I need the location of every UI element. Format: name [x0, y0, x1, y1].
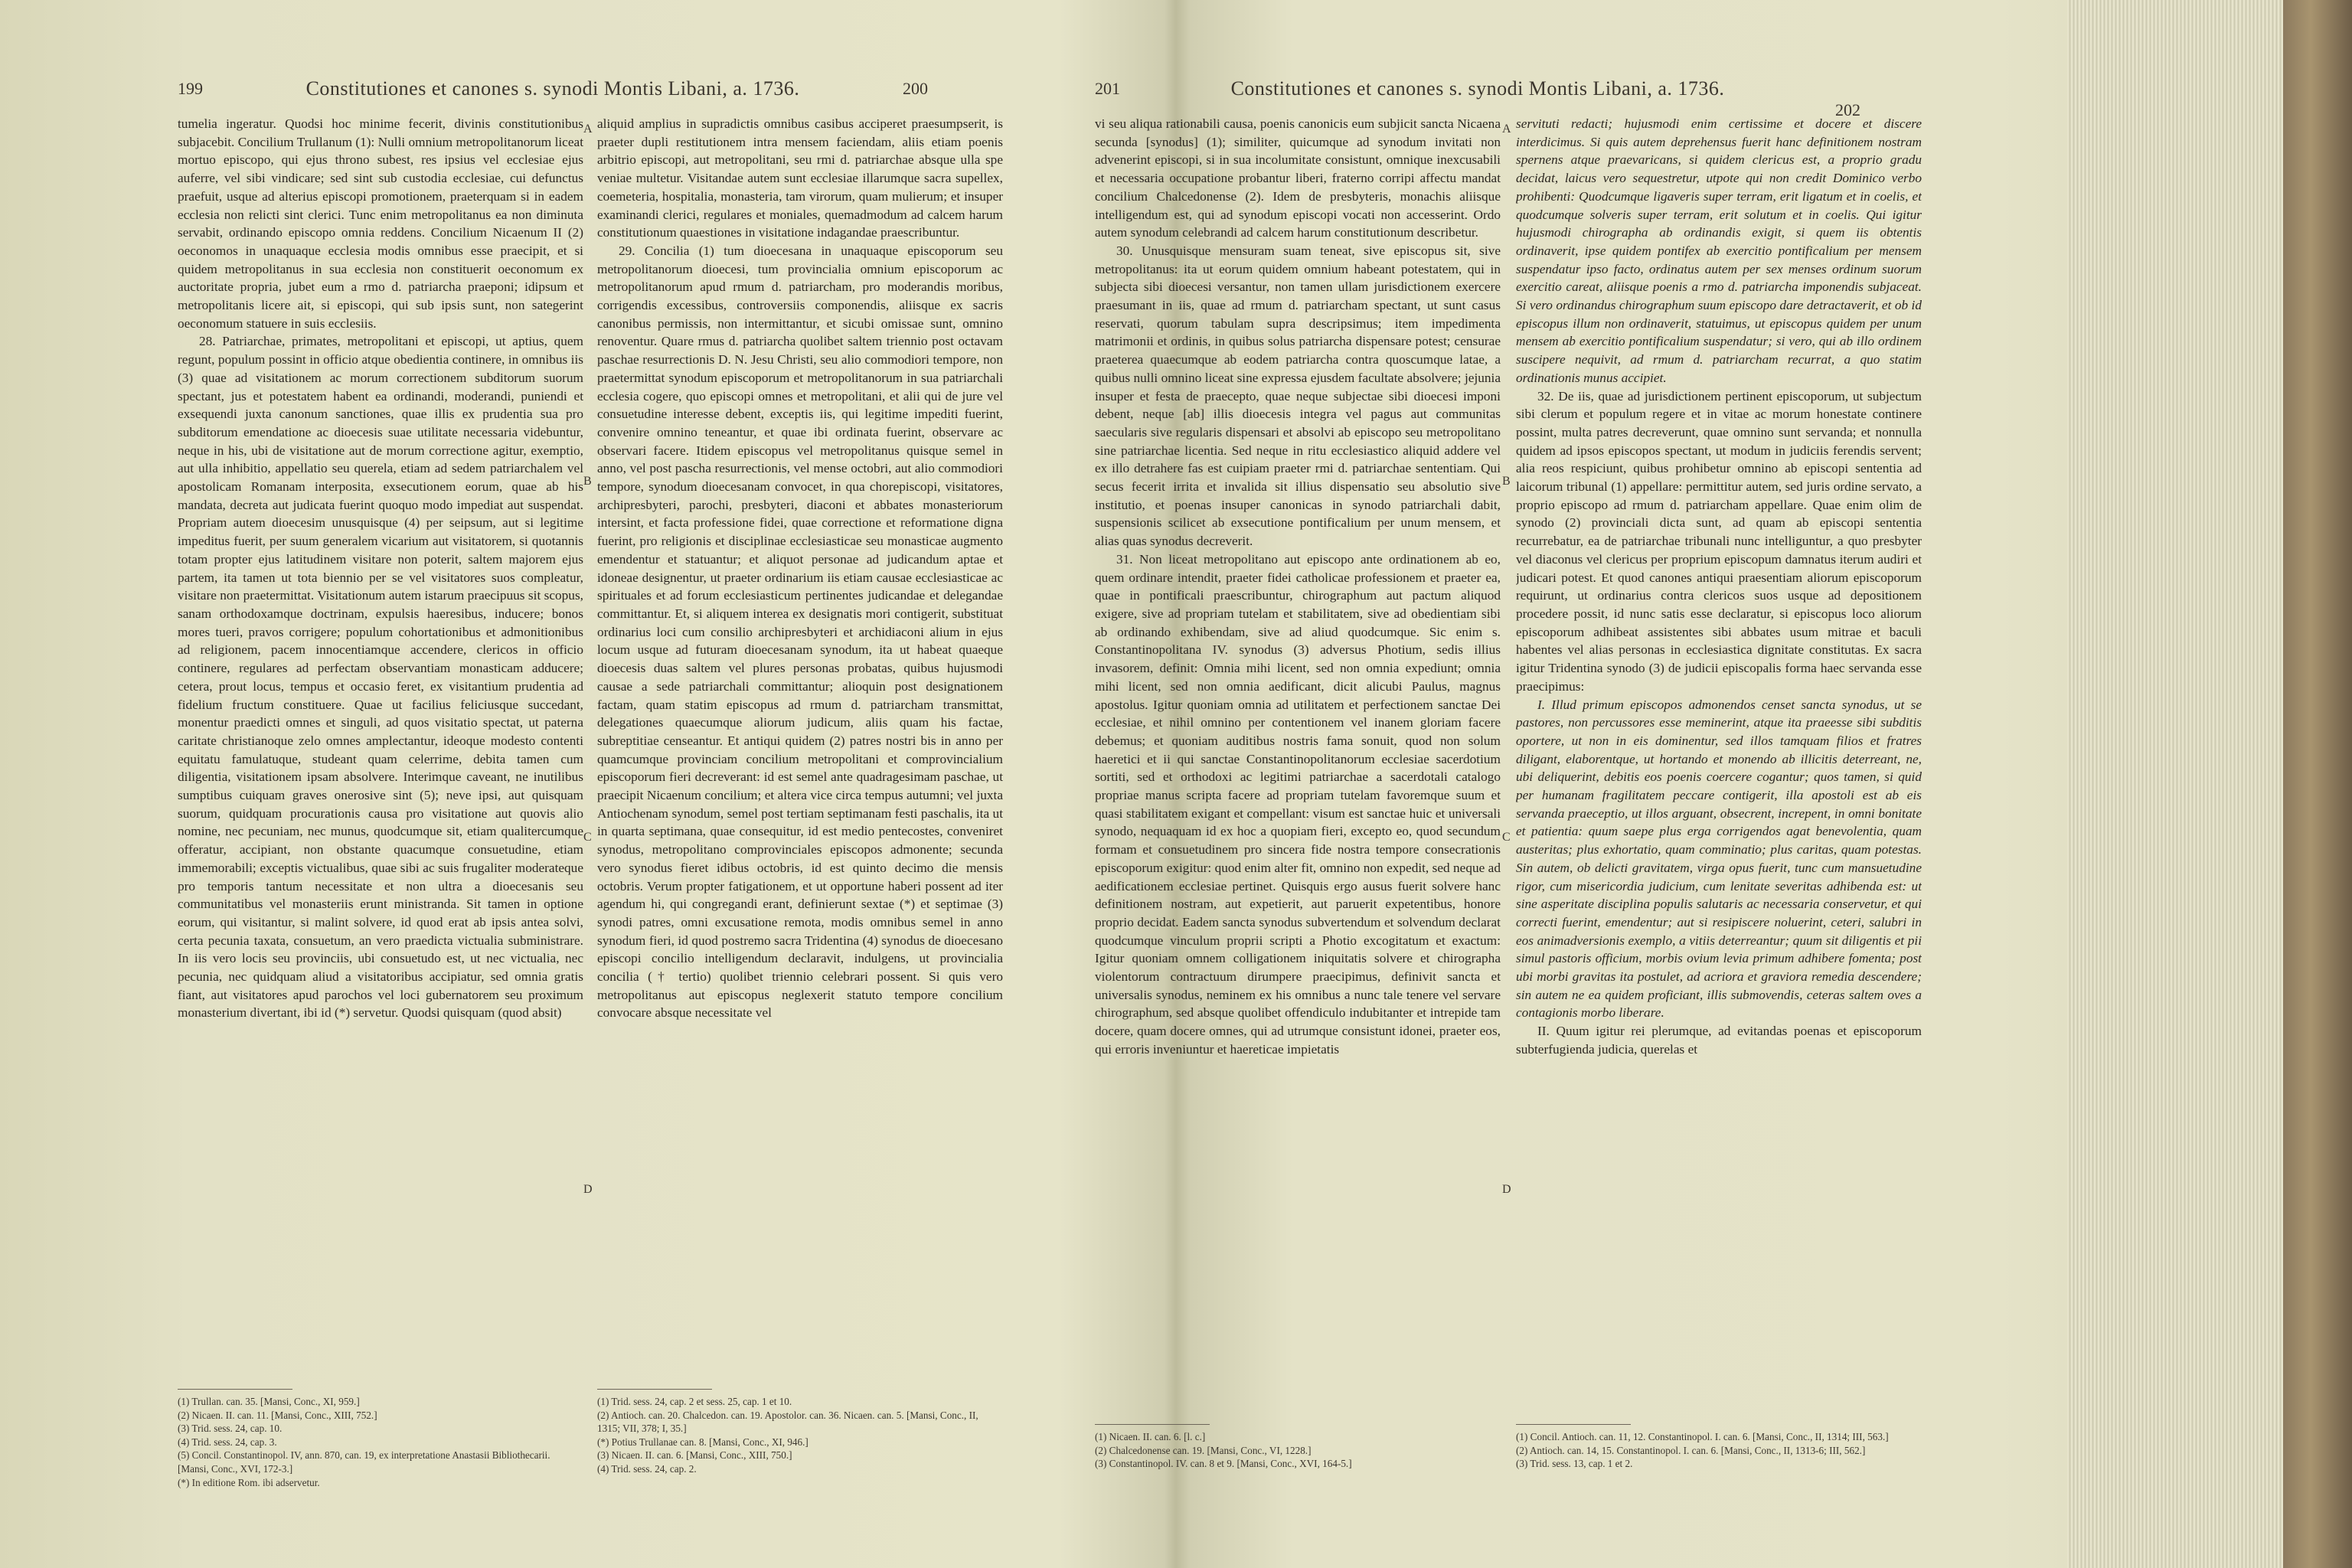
paragraph: I. Illud primum episcopos admonendos censet sancta synodus, ut se pastores, non percussores esse meminerint, atque ita praeesse sibi subditis oportere, ut non in eis dominentur, sed illos tamquam filios et fratres diligant, elaborentque, ut hortando et monendo ab illicitis deterreant, ne, ubi deliquerint, debitis eos poenis coercere cogantur; quos tamen, si quid per humanam fragilitatem peccare contigerit, illa apostoli est ab eis servanda praeceptio, ut illos arguant, obsecrent, increpent, in omni bonitate et patientia: quum saepe plus erga corrigendos agat benevolentia, quam austeritas; plus exhortatio, quam comminatio; plus caritas, quam potestas. Sin autem, ob delicti gravitatem, virga opus fuerit, tunc cum mansuetudine rigor, cum misericordia judicium, cum lenitate severitas adhibenda est: ut sine asperitate disciplina populis salutaris ac necessaria conservetur, et qui correcti fuerint, emendentur; aut si resipiscere noluerint, ceteri, salubri in eos animadversionis exemplo, a vitiis deterreantur; quum sit diligentis et pii simul pastoris officium, morbis ovium levia primum adhibere fomenta; post ubi morbi gravitas ita postulet, ad acriora et graviora remedia descendere; sin autem ne ea quidem proficiant, illis submovendis, ceteras saltem oves a contagionis morbo liberare.	[1516, 697, 1922, 1021]
footnotes-left	[178, 1395, 583, 1489]
footnote-rule	[178, 1389, 292, 1390]
left-page-header	[178, 74, 928, 104]
paragraph: aliquid amplius in supradictis omnibus casibus acciperet praesumpserit, is praeter dupli restitutionem intra mensem faciendam, aliis etiam poenis arbitrio episcopi, aut metropolitani, seu rmi d. patriarchae absque ulla spe veniae multetur. Visitandae autem sunt ecclesiae illarumque sacra supellex, coemeteria, hospitalia, monasteria, tam virorum, quam mulierum; et insuper examinandi clerici, regulares et moniales, quemadmodum ad calcem harum constitutionum quaestiones in visitatione indagandae praescribuntur.	[597, 116, 1003, 240]
footnote: (3) Trid. sess. 13, cap. 1 et 2.	[1516, 1458, 1633, 1470]
footnote: (1) Concil. Antioch. can. 11, 12. Constantinopol. I. can. 6. [Mansi, Conc., II, 1314; III, 563.]	[1516, 1431, 1889, 1442]
footnote-rule	[1095, 1424, 1210, 1425]
paragraph: 30. Unusquisque mensuram suam teneat, sive episcopus sit, sive metropolitanus: ita ut eorum quidem omnium habeant potestatem, qui in subjecta sibi dioecesi versantur, non tamen ullam jurisdictionem exercere praesumant in iis, quae ad rmum d. patriarcham spectant, ut sunt casus reservati, quorum tabulam supra descripsimus; item impedimenta matrimonii et ordinis, in quibus solus patriarcha dispensare potest; censurae praeterea quaecumque ab eodem patriarcha contra quoscumque latae, a quibus nulli omnino liceat sine expressa ejusdem facultate absolvere; jejunia insuper et festa de praecepto, quae neque subjectae sibi dioecesi imponi debent, neque [ab] illis dioecesis integra vel pagus aut communitas saecularis sive regularis dispensari et absolvi ab episcopo seu metropolitano sine patriarchae licentia. Sed neque in ritu ecclesiastico aliquid addere vel ex illo detrahere fas est cuipiam praeter rmi d. patriarchae sententiam. Qui secus fecerit irrita et invalida sit illius dispensatio seu absolutio sive institutio, et poenas insuper canonicas in synodo patriarchali dabit, suspensionis scilicet ab exsecutione pontificalium per unum mensem, et alias quas synodus decreverit.	[1095, 243, 1501, 549]
paragraph: 31. Non liceat metropolitano aut episcopo ante ordinationem ab eo, quem ordinare intendit, praeter fidei catholicae professionem et praeter ea, quae in pontificali praescribuntur, chirographum aut pactum aliquod exigere, sive ad propriam tutelam et stabilitatem, sive ad obedientiam sibi ab ordinando exhibendam, sive ad aliud quodcumque. Sic enim s. Constantinopolitana IV. synodus (3) adversus Photium, sedis illius invasorem, definit: Omnia mihi licent, sed non omnia expediunt; omnia mihi licent, sed non omnia aedificant, dicit alicubi Paulus, magnus apostolus. Igitur quoniam omnia ad utilitatem et perfectionem sanctae Dei ecclesiae, et nihil omnino per contentionem vel inanem gloriam facere debemus; et quoniam auditibus nostris fama sonuit, quod non solum haeretici et ii qui sanctae Constantinopolitanorum ecclesiae sacerdotium sortiti, sed et orthodoxi ac legitimi patriarchae a sacerdotali catalogo propriae manus scripta facere ad propriam tutelam favoremque suum et quasi stabilitatem exigant et compellant: visum est sanctae huic et universali synodo, nequaquam id ex hoc a quopiam fieri, excepto eo, quod secundum formam et consuetudinem pro sincera fide nostra tempore consecrationis episcoporum exigitur: quod enim alter fit, omnino non expedit, sed neque ad aedificationem ecclesiae pertinet. Quisquis ergo ausus fuerit solvere hanc definitionem nostram, aut expetierit, aut paruerit expetentibus, honore proprio decidat. Eadem sancta synodus subvertendum et solvendum declarat quodcumque vinculum proprii scripti a Photio excogitatum et exactum: Igitur quoniam omnem colligationem iniquitatis solvere et chirographa violentorum contractuum dirumpere praecipimus, definivit sancta et universalis synodus, neminem ex his omnibus a nunc tale tenere vel servare chirographum, sed absque quolibet offendiculo indubitanter et intrepide tam docere, quam docere omnes, qui ad utrumque consistunt idonei, praeter eos, qui erroris inveniuntur et haereticae impietatis	[1095, 551, 1501, 1057]
footnote-rule	[1516, 1424, 1631, 1425]
page-number: 201	[1095, 79, 1120, 98]
footnote: (2) Antioch. can. 14, 15. Constantinopol. I. can. 6. [Mansi, Conc., II, 1313-6; III, 562.]	[1516, 1444, 1866, 1456]
running-head: Constitutiones et canones s. synodi Montis Libani, a. 1736.	[305, 77, 800, 100]
footnotes-right	[597, 1395, 1003, 1476]
footnote: (1) Trullan. can. 35. [Mansi, Conc., XI, 959.]	[178, 1396, 360, 1407]
footnote: (3) Constantinopol. IV. can. 8 et 9. [Mansi, Conc., XVI, 164-5.]	[1095, 1458, 1352, 1470]
margin-letter: D	[1502, 1183, 1511, 1196]
paragraph: servituti redacti; hujusmodi enim certissime et docere et discere interdicimus. Si quis autem deprehensus fuerit hanc definitionem nostram spernens atque praevaricans, si quidem clericus est, a proprio gradu decidat, laicus vero sequestretur, utpote qui non credit Dominico verbo prohibenti: Quodcumque ligaveris super terram, erit ligatum et in coelis, et quodcumque solveris super terram, erit solutum et in coelis. Qui igitur hujusmodi chirographa ab ordinandis exigit, si quem iis obtentis ordinaverit, ipse quidem pontifex ab exercitio pontificalium per mensem suspendatur ipso facto, ordinatus autem per sex menses ordinum suorum exercitio careat, aliisque poenis a rmo d. patriarcha imponendis subjaceat. Si vero ordinandus chirographum suum episcopo dare detractaverit, et ob id episcopus illum non ordinaverit, statuimus, ut episcopus quidem per unum mensem ab exercitio pontificalium suspendatur; si vero, qui ab illo ordinem suscipere nequivit, ad rmum d. patriarcham recurrat, a quo statim ordinationis munus accipiet.	[1516, 116, 1922, 385]
right-page-header	[1095, 74, 1860, 119]
footnote-rule	[597, 1389, 712, 1390]
margin-letter: B	[583, 475, 592, 488]
footnote: (2) Nicaen. II. can. 11. [Mansi, Conc., XIII, 752.]	[178, 1409, 377, 1421]
page-number: 202	[1835, 100, 1860, 119]
footnote: (5) Concil. Constantinopol. IV, ann. 870, can. 19, ex interpretatione Anastasii Bibliothecarii. [Mansi, Conc., XVI, 172-3.]	[178, 1449, 550, 1475]
text-column-right	[1516, 115, 1922, 1386]
page-number: 199	[178, 79, 203, 98]
paragraph: 29. Concilia (1) tum dioecesana in unaquaque episcoporum seu metropolitanorum dioecesi, tum provincialia omnium episcoporum ac metropolitanorum apud rmum d. patriarcham, pro moderandis moribus, corrigendis excessibus, controversiis componendis, aliisque ex sacris canonibus permissis, non intermittantur, et sicubi omissae sunt, omnino renoventur. Quare rmus d. patriarcha quolibet saltem triennio post octavam paschae resurrectionis D. N. Jesu Christi, seu alio commodiori tempore, non praetermittat synodum episcoporum et metropolitanorum in sua patriarchali ecclesia cogere, quo episcopi omnes et metropolitani, et alii qui de jure vel consuetudine interesse debent, exceptis iis, qui legitime impediti fuerint, convenire omnino teneantur, et quae ibi ordinata fuerint, observare ac observari facere. Itidem episcopus vel metropolitanus quisque semel in anno, vel post pascha resurrectionis, vel mense octobri, aut alio commodiori tempore, synodum dioecesanam convocet, in qua chorepiscopi, visitatores, archipresbyteri, parochi, presbyteri, diaconi et abbates monasteriorum intersint, et facta professione fidei, quae correctione et reformatione digna fuerint, pro religionis et disciplinae ecclesiasticae seu monasticae augmento emendentur et statuantur; et aliquot personae ad judicandum aptae et idoneae designentur, ut praeter ordinarium iis etiam causae ecclesiasticae ac spirituales et ad forum ecclesiasticum pertinentes judicandae et delegandae committantur. Et, si aliquem interea ex designatis mori contigerit, substituat ordinarius loci cum consilio archipresbyteri et archidiaconi alium in ejus locum usque ad futuram dioecesanam synodum, ita ut habeat quaeque dioecesis duas saltem vel plures personas probatas, quibus hujusmodi causae a sede patriarchali committantur; alioquin post designationem factam, quam statim episcopus ad rmum d. patriarcham transmittat, delegationes quaecumque aliorum judicum, aliis quam his factae, subreptitiae censeantur. Et antiqui quidem (2) patres nostri bis in anno per quamcumque provinciam concilium metropolitani et comprovincialium episcoporum fieri decreverant: id est semel ante quadragesimam paschae, ut praecipit Nicaenum concilium; et altera vice circa tempus autumni; vel juxta Antiochenam synodum, semel post tertiam septimanam festi paschalis, ita ut in quarta septimana, quae consequitur, id est medio pentecostes, conveniret synodus, metropolitano comprovinciales episcopos admonente; secunda vero synodus fieret idibus octobris, id est quinto decimo die mensis octobris. Verum propter fatigationem, et ut opportune haberi possent ad iter agendum hi, qui congregandi erant, definierunt sextae (*) et septimae (3) synodi patres, omni excusatione remota, modis omnibus semel in anno synodum fieri, id quod postremo sacra Tridentina (4) synodus de dioecesano episcopi concilio intelligendum declaravit, indulgens, ut provincialia concilia († tertio) quolibet triennio celebrari possent. Si quis vero metropolitanus aut episcopus neglexerit statuto tempore concilium convocare absque necessitate vel	[597, 243, 1003, 1021]
page-number: 200	[903, 79, 928, 98]
footnote: (1) Trid. sess. 24, cap. 2 et sess. 25, cap. 1 et 10.	[597, 1396, 792, 1407]
footnote: (2) Antioch. can. 20. Chalcedon. can. 19. Apostolor. can. 36. Nicaen. can. 5. [Mansi, Conc., II, 1315; VII, 378; I, 35.]	[597, 1409, 978, 1435]
right-page	[1018, 0, 2067, 1568]
margin-letter: D	[583, 1183, 593, 1196]
margin-letter: B	[1502, 475, 1511, 488]
footnote: (1) Nicaen. II. can. 6. [l. c.]	[1095, 1431, 1206, 1442]
footnote: (4) Trid. sess. 24, cap. 3.	[178, 1436, 277, 1448]
margin-letter: A	[583, 122, 593, 136]
footnote: (3) Trid. sess. 24, cap. 10.	[178, 1423, 283, 1435]
footnote: (2) Chalcedonense can. 19. [Mansi, Conc., VI, 1228.]	[1095, 1444, 1312, 1456]
paragraph: 32. De iis, quae ad jurisdictionem pertinent episcoporum, ut subjectum sibi clerum et populum regere et in vitae ac morum honestate continere possint, multa patres decreverunt, quae omnino sunt servanda; et nonnulla quidem ad ipsos episcopos spectant, ut modum in judiciis ferendis servent; alia reos respiciunt, quibus prohibetur omnino ab episcopi sententia ad laicorum tribunal (1) appellare: permittitur autem, sed juris ordine servato, a proprio episcopo ad rmum d. patriarcham appellare. Quae enim olim de synodo (2) provinciali dicta sunt, ad quam ab episcopi sententia recurrebatur, ea de patriarchae tribunali nunc intelliguntur, a quo presbyter vel diaconus vel clericus per proprium episcopum damnatus iterum audiri et judicari potest. Et quod canones antiqui praesentiam aliorum episcoporum requirunt, ut ordinarius contra clericos suos usque ad depositionem procedere possit, id nunc satis esse declaratur, si episcopus loco aliorum episcoporum adhibeat assistentes sibi abbates usum mitrae et baculi habentes vel alias personas in ecclesiastica dignitate constitutas. Ex sacra igitur Tridentina synodo (3) de judicii episcopalis forma haec servanda esse praecipimus:	[1516, 388, 1922, 694]
text-column-left	[1095, 115, 1501, 1386]
book-page-edges	[2067, 0, 2352, 1568]
footnote: (4) Trid. sess. 24, cap. 2.	[597, 1462, 697, 1475]
text-column-right	[597, 115, 1003, 1386]
left-page	[0, 0, 1018, 1568]
margin-letter: C	[1502, 831, 1511, 844]
footnote: (*) Potius Trullanae can. 8. [Mansi, Conc., XI, 946.]	[597, 1436, 808, 1448]
footnotes-right	[1516, 1430, 1922, 1471]
paragraph: vi seu aliqua rationabili causa, poenis canonicis eum subjicit sancta Nicaena secunda [synodus] (1); similiter, quicumque ad synodum invitati non advenerint episcopi, si in sua incolumitate consistunt, omnique inexcusabili et necessaria occupatione probantur liberi, fraterno corripi affectu mandat concilium Chalcedonense (2). Idem de presbyteris, monachis aliisque intelligendum est, qui ad synodum episcopi vocati non accesserint. Ordo autem synodum celebrandi ad calcem harum constitutionum describetur.	[1095, 116, 1501, 240]
running-head: Constitutiones et canones s. synodi Montis Libani, a. 1736.	[1230, 77, 1725, 100]
margin-letter: C	[583, 831, 592, 844]
paragraph: II. Quum igitur rei plerumque, ad evitandas poenas et episcoporum subterfugienda judicia, querelas et	[1516, 1024, 1922, 1057]
paragraph: 28. Patriarchae, primates, metropolitani et episcopi, ut aptius, quem regunt, populum possint in officio atque obedientia continere, in omnibus iis (3) quae ad visitationem ac morum correctionem subditorum suorum spectant, jus et potestatem habent ea ordinandi, moderandi, puniendi et exsequendi juxta canonum sanctiones, quae illis ex prudentia sua pro subditorum emendatione ac dioecesis suae utilitate necessaria videbuntur, neque in his, ubi de visitatione aut de morum correctione agitur, exemptio, aut ulla inhibitio, appellatio seu querela, etiam ad sedem patriarchalem vel apostolicam Romanam interposita, exsecutionem eorum, quae ab his mandata, decreta aut judicata fuerint quoquo modo impediat aut suspendat. Propriam autem dioecesim unusquisque (4) per seipsum, aut si legitime impeditus fuerit, per suum generalem vicarium aut visitatorem, si quotannis totam propter ejus latitudinem visitare non poterit, saltem majorem ejus partem, ita tamen ut tota biennio per se vel visitatores suos compleatur, visitare non praetermittat. Visitationum autem istarum praecipuus sit scopus, sanam orthodoxamque doctrinam, expulsis haeresibus, inducere; bonos mores tueri, pravos corrigere; populum cohortationibus et admonitionibus ad religionem, pacem innocentiamque accendere, clericos in officio continere, regulares ad perfectam observantiam monasticam adducere; cetera, prout locus, tempus et occasio feret, ex visitantium prudentia ad fidelium fructum constituere. Quae ut facilius feliciusque succedant, monentur praedicti omnes et singuli, ad quos visitatio spectat, ut paterna caritate christianoque zelo omnes amplectantur, ideoque modesto contenti equitatu famulatuque, studeant quam celerrime, debita tamen cum diligentia, visitationem ipsam absolvere. Interimque caveant, ne inutilibus sumptibus cuiquam graves onerosive sint (5); neve ipsi, aut quisquam suorum, quidquam procurationis causa pro visitatione aut quovis alio nomine, nec pecuniam, nec munus, quodcumque sit, etiam qualitercumque offeratur, accipiant, non obstante quacumque consuetudine, etiam immemorabili; exceptis victualibus, quae sibi ac suis frugaliter moderateque pro temporis tantum necessitate et non ultra a dioecesanis seu communitatibus vel monasteriis erunt ministranda. Sit tamen in optione eorum, qui visitantur, si malint solvere, id quod erat ab ipsis antea solvi, certa pecunia taxata, consuetum, an vero praedicta victualia subministrare. In iis vero locis seu provinciis, ubi consuetudo est, ut nec victualia, nec pecunia, nec quidquam aliud a visitatoribus accipiatur, sed omnia gratis fiant, aut visitatores apud parochos vel loci gubernatorem seu proximum monasterium divertant, ibi id (*) servetur. Quodsi quisquam (quod absit)	[178, 334, 583, 1021]
footnote: (*) In editione Rom. ibi adservetur.	[178, 1476, 320, 1488]
margin-letter: A	[1502, 122, 1511, 136]
paragraph: tumelia ingeratur. Quodsi hoc minime fecerit, divinis constitutionibus subjacebit. Concilium Trullanum (1): Nulli omnium metropolitanorum liceat mortuo episcopo, qui ejus throno subest, res ipsius vel ecclesiae ejus auferre, vel sibi vindicare; sed sint sub custodia ecclesiae, cui defunctus praefuit, usque ad alterius episcopi promotionem, praeterquam si in eadem ecclesia non relicti sint clerici. Tunc enim metropolitanus ea non diminuta servabit, ordinando episcopo omnia reddens. Concilium Nicaenum II (2) oeconomos in unaquaque ecclesia modis omnibus esse praecipit, et si quidem metropolitanus in sua ecclesia non constituerit oeconomum ex auctoritate propria, jubet eum a rmo d. patriarcha praeponi; idipsum et metropolitanis licere ait, si episcopi, qui sub ipsis sunt, non sategerint oeconomum statuere in suis ecclesiis.	[178, 116, 583, 331]
footnotes-left	[1095, 1430, 1501, 1471]
footnote: (3) Nicaen. II. can. 6. [Mansi, Conc., XIII, 750.]	[597, 1449, 792, 1462]
text-column-left	[178, 115, 583, 1386]
